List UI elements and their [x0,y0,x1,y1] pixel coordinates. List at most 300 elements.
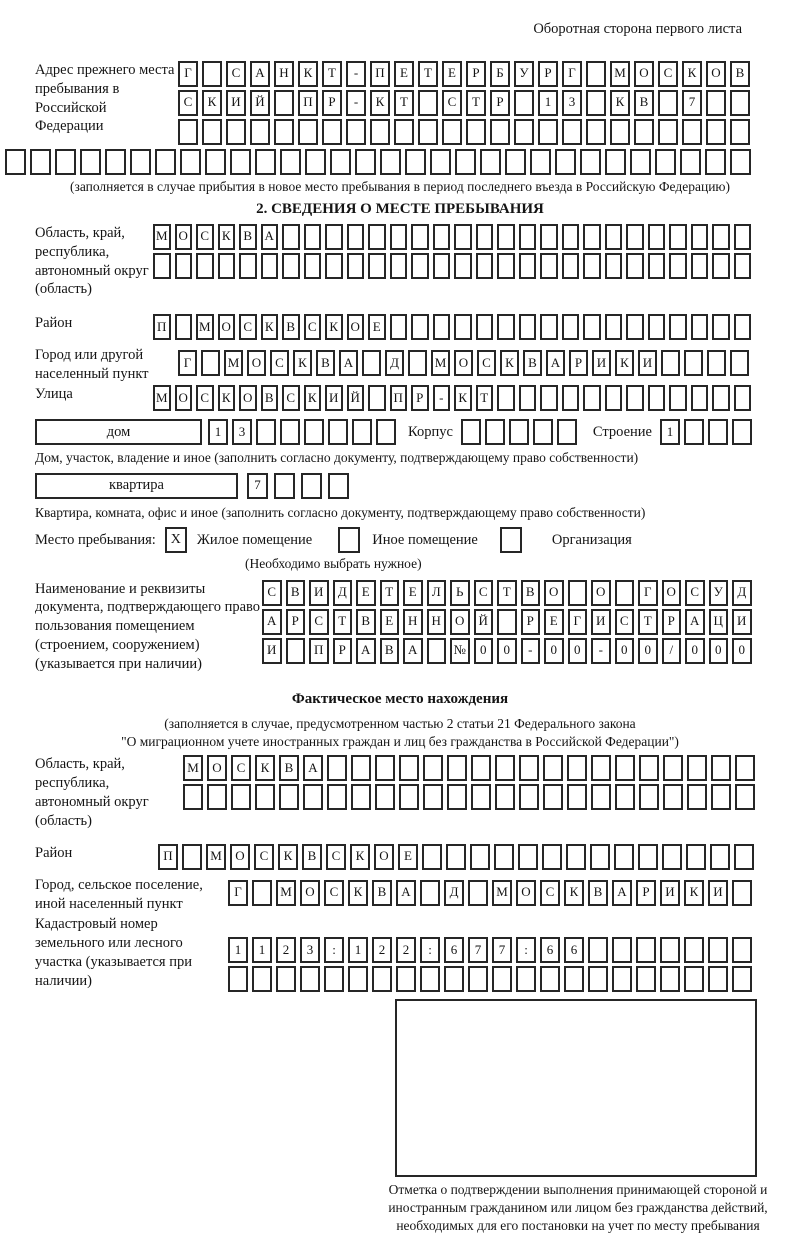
char-cell[interactable] [5,149,26,175]
char-cell[interactable]: С [282,385,300,411]
char-cell[interactable]: С [231,755,251,781]
char-cell[interactable] [430,149,451,175]
char-cell[interactable] [732,880,752,906]
char-cell[interactable] [732,937,752,963]
char-cell[interactable] [255,784,275,810]
char-cell[interactable]: 6 [540,937,560,963]
char-cell[interactable] [303,784,323,810]
char-cell[interactable] [680,149,701,175]
char-cell[interactable] [648,224,666,250]
char-cell[interactable] [730,149,751,175]
char-cell[interactable] [455,149,476,175]
char-cell[interactable] [691,314,709,340]
char-cell[interactable] [494,844,514,870]
char-cell[interactable]: И [262,638,282,664]
char-cell[interactable] [686,844,706,870]
char-cell[interactable] [330,149,351,175]
char-cell[interactable]: К [610,90,630,116]
char-cell[interactable]: О [591,580,611,606]
char-cell[interactable]: К [202,90,222,116]
char-cell[interactable]: О [300,880,320,906]
char-cell[interactable]: Г [638,580,658,606]
char-cell[interactable]: Ц [709,609,729,635]
char-cell[interactable] [178,119,198,145]
char-cell[interactable]: П [390,385,408,411]
char-cell[interactable]: Е [380,609,400,635]
char-cell[interactable] [348,966,368,992]
char-cell[interactable] [663,755,683,781]
char-cell[interactable] [105,149,126,175]
char-cell[interactable] [639,755,659,781]
char-cell[interactable]: Г [228,880,248,906]
char-cell[interactable] [175,253,193,279]
char-cell[interactable]: 2 [372,937,392,963]
char-cell[interactable]: С [615,609,635,635]
char-cell[interactable] [540,224,558,250]
char-cell[interactable] [325,253,343,279]
char-cell[interactable] [706,90,726,116]
char-cell[interactable]: 0 [497,638,517,664]
char-cell[interactable] [591,755,611,781]
char-cell[interactable] [274,473,295,499]
char-cell[interactable] [471,784,491,810]
char-cell[interactable]: О [454,350,473,376]
char-cell[interactable] [183,784,203,810]
char-cell[interactable] [519,385,537,411]
char-cell[interactable]: И [592,350,611,376]
char-cell[interactable] [282,224,300,250]
char-cell[interactable]: В [521,580,541,606]
char-cell[interactable]: 3 [562,90,582,116]
char-cell[interactable]: 7 [682,90,702,116]
char-cell[interactable] [351,755,371,781]
char-cell[interactable]: Р [286,609,306,635]
char-cell[interactable] [583,253,601,279]
char-cell[interactable]: К [615,350,634,376]
char-cell[interactable] [305,149,326,175]
char-cell[interactable]: И [732,609,752,635]
char-cell[interactable] [497,314,515,340]
char-cell[interactable]: 3 [232,419,252,445]
char-cell[interactable] [411,253,429,279]
char-cell[interactable]: А [685,609,705,635]
char-cell[interactable]: И [660,880,680,906]
char-cell[interactable]: О [239,385,257,411]
char-cell[interactable] [615,755,635,781]
char-cell[interactable] [648,253,666,279]
char-cell[interactable] [476,253,494,279]
char-cell[interactable]: Р [490,90,510,116]
char-cell[interactable]: В [372,880,392,906]
char-cell[interactable] [196,253,214,279]
char-cell[interactable]: Г [178,61,198,87]
char-cell[interactable] [615,580,635,606]
char-cell[interactable]: 0 [685,638,705,664]
char-cell[interactable] [639,784,659,810]
char-cell[interactable]: И [309,580,329,606]
char-cell[interactable] [514,119,534,145]
char-cell[interactable] [562,224,580,250]
char-cell[interactable]: К [682,61,702,87]
char-cell[interactable] [567,784,587,810]
char-cell[interactable] [218,253,236,279]
char-cell[interactable] [540,966,560,992]
char-cell[interactable] [368,224,386,250]
char-cell[interactable]: П [309,638,329,664]
char-cell[interactable]: О [347,314,365,340]
char-cell[interactable]: Й [347,385,365,411]
char-cell[interactable]: С [262,580,282,606]
char-cell[interactable]: Т [418,61,438,87]
char-cell[interactable] [663,784,683,810]
char-cell[interactable]: 1 [660,419,680,445]
char-cell[interactable] [734,844,754,870]
char-cell[interactable]: / [662,638,682,664]
char-cell[interactable] [274,119,294,145]
char-cell[interactable] [669,253,687,279]
char-cell[interactable]: А [546,350,565,376]
char-cell[interactable] [423,755,443,781]
char-cell[interactable]: 7 [468,937,488,963]
char-cell[interactable] [30,149,51,175]
char-cell[interactable] [519,224,537,250]
char-cell[interactable] [446,844,466,870]
char-cell[interactable] [420,966,440,992]
char-cell[interactable] [433,253,451,279]
char-cell[interactable] [447,784,467,810]
char-cell[interactable] [352,419,372,445]
char-cell[interactable] [540,253,558,279]
char-cell[interactable]: 0 [615,638,635,664]
char-cell[interactable]: Ь [450,580,470,606]
char-cell[interactable]: С [540,880,560,906]
char-cell[interactable]: : [516,937,536,963]
char-cell[interactable] [380,149,401,175]
char-cell[interactable]: Р [333,638,353,664]
char-cell[interactable] [418,90,438,116]
char-cell[interactable]: К [298,61,318,87]
char-cell[interactable] [730,119,750,145]
char-cell[interactable]: Д [385,350,404,376]
char-cell[interactable] [568,580,588,606]
char-cell[interactable] [390,224,408,250]
char-cell[interactable] [447,755,467,781]
char-cell[interactable]: 1 [538,90,558,116]
char-cell[interactable] [562,314,580,340]
char-cell[interactable] [540,385,558,411]
char-cell[interactable] [669,314,687,340]
char-cell[interactable]: 0 [544,638,564,664]
char-cell[interactable]: - [433,385,451,411]
char-cell[interactable] [370,119,390,145]
char-cell[interactable]: О [230,844,250,870]
char-cell[interactable] [252,880,272,906]
char-cell[interactable]: В [279,755,299,781]
char-cell[interactable] [612,966,632,992]
char-cell[interactable]: 7 [247,473,268,499]
char-cell[interactable]: Е [356,580,376,606]
char-cell[interactable] [655,149,676,175]
char-cell[interactable] [557,419,577,445]
char-cell[interactable] [490,119,510,145]
char-cell[interactable]: 2 [396,937,416,963]
char-cell[interactable] [669,224,687,250]
char-cell[interactable]: Т [638,609,658,635]
char-cell[interactable] [80,149,101,175]
char-cell[interactable] [322,119,342,145]
char-cell[interactable] [399,755,419,781]
char-cell[interactable] [605,314,623,340]
char-cell[interactable]: М [276,880,296,906]
char-cell[interactable]: С [239,314,257,340]
char-cell[interactable] [239,253,257,279]
char-cell[interactable]: Т [497,580,517,606]
char-cell[interactable] [562,385,580,411]
char-cell[interactable]: М [183,755,203,781]
char-cell[interactable]: Н [427,609,447,635]
char-cell[interactable]: И [638,350,657,376]
char-cell[interactable] [630,149,651,175]
char-cell[interactable] [614,844,634,870]
char-cell[interactable] [298,119,318,145]
char-cell[interactable] [327,755,347,781]
char-cell[interactable]: Р [411,385,429,411]
char-cell[interactable] [454,253,472,279]
char-cell[interactable] [567,755,587,781]
char-cell[interactable] [712,224,730,250]
char-cell[interactable] [615,784,635,810]
char-cell[interactable] [538,119,558,145]
char-cell[interactable] [626,385,644,411]
char-cell[interactable]: 1 [252,937,272,963]
char-cell[interactable]: К [293,350,312,376]
char-cell[interactable]: А [403,638,423,664]
char-cell[interactable]: Р [466,61,486,87]
char-cell[interactable] [562,119,582,145]
char-cell[interactable] [442,119,462,145]
char-cell[interactable] [612,937,632,963]
char-cell[interactable] [420,880,440,906]
char-cell[interactable]: М [153,385,171,411]
char-cell[interactable]: Р [538,61,558,87]
char-cell[interactable]: Д [732,580,752,606]
char-cell[interactable]: К [278,844,298,870]
char-cell[interactable] [662,844,682,870]
char-cell[interactable] [519,314,537,340]
char-cell[interactable] [480,149,501,175]
char-cell[interactable] [590,844,610,870]
char-cell[interactable]: Т [333,609,353,635]
char-cell[interactable] [684,966,704,992]
char-cell[interactable] [408,350,427,376]
char-cell[interactable] [605,149,626,175]
char-cell[interactable]: : [420,937,440,963]
char-cell[interactable]: Е [442,61,462,87]
char-cell[interactable] [468,880,488,906]
char-cell[interactable]: О [175,385,193,411]
char-cell[interactable]: В [588,880,608,906]
char-cell[interactable]: А [250,61,270,87]
char-cell[interactable] [394,119,414,145]
char-cell[interactable] [533,419,553,445]
char-cell[interactable]: О [706,61,726,87]
char-cell[interactable]: 0 [709,638,729,664]
house-type-box[interactable]: дом [35,419,202,445]
char-cell[interactable] [180,149,201,175]
char-cell[interactable] [461,419,481,445]
char-cell[interactable]: К [261,314,279,340]
char-cell[interactable]: С [324,880,344,906]
char-cell[interactable] [562,253,580,279]
char-cell[interactable]: И [226,90,246,116]
char-cell[interactable]: Е [398,844,418,870]
char-cell[interactable]: К [564,880,584,906]
char-cell[interactable] [626,253,644,279]
char-cell[interactable] [691,224,709,250]
char-cell[interactable] [636,937,656,963]
char-cell[interactable] [427,638,447,664]
char-cell[interactable] [519,253,537,279]
char-cell[interactable] [691,253,709,279]
char-cell[interactable] [712,385,730,411]
char-cell[interactable]: Р [322,90,342,116]
char-cell[interactable]: Т [394,90,414,116]
char-cell[interactable]: О [175,224,193,250]
char-cell[interactable] [706,119,726,145]
char-cell[interactable]: 6 [564,937,584,963]
char-cell[interactable] [230,149,251,175]
char-cell[interactable]: : [324,937,344,963]
char-cell[interactable] [605,253,623,279]
char-cell[interactable]: Г [568,609,588,635]
char-cell[interactable] [687,784,707,810]
char-cell[interactable]: Т [380,580,400,606]
char-cell[interactable]: С [196,224,214,250]
char-cell[interactable]: П [298,90,318,116]
char-cell[interactable] [346,119,366,145]
char-cell[interactable] [433,314,451,340]
char-cell[interactable]: С [304,314,322,340]
char-cell[interactable]: Р [569,350,588,376]
char-cell[interactable] [372,966,392,992]
char-cell[interactable]: И [708,880,728,906]
char-cell[interactable]: К [218,224,236,250]
char-cell[interactable] [476,224,494,250]
char-cell[interactable] [433,224,451,250]
char-cell[interactable] [347,253,365,279]
char-cell[interactable] [282,253,300,279]
char-cell[interactable]: 3 [300,937,320,963]
char-cell[interactable] [634,119,654,145]
char-cell[interactable] [304,224,322,250]
char-cell[interactable] [130,149,151,175]
char-cell[interactable]: № [450,638,470,664]
char-cell[interactable] [555,149,576,175]
char-cell[interactable] [390,314,408,340]
char-cell[interactable] [687,755,707,781]
char-cell[interactable] [648,385,666,411]
char-cell[interactable] [328,473,349,499]
char-cell[interactable]: В [730,61,750,87]
char-cell[interactable] [280,149,301,175]
char-cell[interactable]: 6 [444,937,464,963]
char-cell[interactable]: С [326,844,346,870]
char-cell[interactable] [505,149,526,175]
char-cell[interactable] [405,149,426,175]
char-cell[interactable]: П [158,844,178,870]
char-cell[interactable]: А [356,638,376,664]
char-cell[interactable]: 0 [638,638,658,664]
char-cell[interactable] [605,385,623,411]
char-cell[interactable] [610,119,630,145]
char-cell[interactable]: С [658,61,678,87]
char-cell[interactable]: А [396,880,416,906]
char-cell[interactable] [396,966,416,992]
char-cell[interactable] [423,784,443,810]
char-cell[interactable] [530,149,551,175]
char-cell[interactable] [684,350,703,376]
char-cell[interactable] [732,966,752,992]
char-cell[interactable]: М [196,314,214,340]
char-cell[interactable] [304,419,324,445]
char-cell[interactable] [390,253,408,279]
char-cell[interactable] [153,253,171,279]
char-cell[interactable] [261,253,279,279]
char-cell[interactable]: Й [250,90,270,116]
char-cell[interactable]: Р [521,609,541,635]
char-cell[interactable] [495,784,515,810]
char-cell[interactable]: О [247,350,266,376]
char-cell[interactable] [411,314,429,340]
char-cell[interactable]: Г [178,350,197,376]
char-cell[interactable] [231,784,251,810]
char-cell[interactable]: К [325,314,343,340]
char-cell[interactable] [495,755,515,781]
char-cell[interactable]: Й [474,609,494,635]
char-cell[interactable] [497,609,517,635]
char-cell[interactable] [586,119,606,145]
char-cell[interactable]: В [523,350,542,376]
char-cell[interactable]: С [178,90,198,116]
char-cell[interactable] [605,224,623,250]
char-cell[interactable] [497,253,515,279]
char-cell[interactable]: О [218,314,236,340]
char-cell[interactable] [566,844,586,870]
char-cell[interactable] [734,385,752,411]
char-cell[interactable] [732,419,752,445]
char-cell[interactable] [660,966,680,992]
char-cell[interactable]: А [262,609,282,635]
char-cell[interactable] [226,119,246,145]
char-cell[interactable]: У [709,580,729,606]
char-cell[interactable]: 1 [228,937,248,963]
char-cell[interactable] [636,966,656,992]
char-cell[interactable]: О [207,755,227,781]
char-cell[interactable]: М [206,844,226,870]
char-cell[interactable] [55,149,76,175]
char-cell[interactable] [454,314,472,340]
char-cell[interactable] [368,253,386,279]
char-cell[interactable] [175,314,193,340]
char-cell[interactable] [708,966,728,992]
char-cell[interactable] [543,784,563,810]
char-cell[interactable]: К [500,350,519,376]
char-cell[interactable]: Н [403,609,423,635]
char-cell[interactable]: К [350,844,370,870]
char-cell[interactable] [543,755,563,781]
char-cell[interactable] [202,119,222,145]
char-cell[interactable] [497,385,515,411]
